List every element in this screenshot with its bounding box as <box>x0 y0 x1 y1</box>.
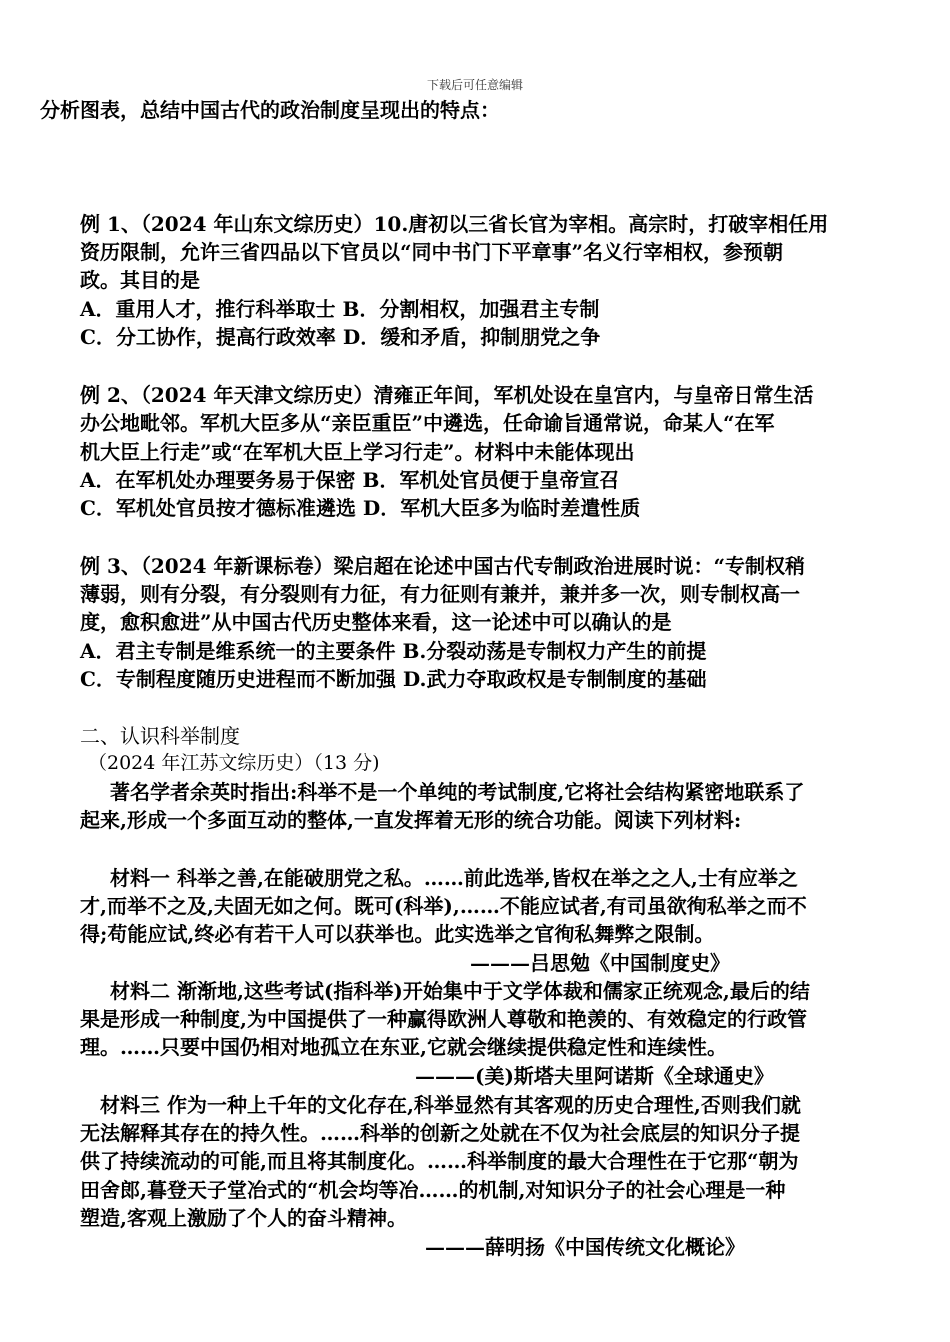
intro-question: 分析图表，总结中国古代的政治制度呈现出的特点： <box>40 98 500 122</box>
example-1-line: 资历限制，允许三省四品以下官员以“同中书门下平章事”名义行宰相权，参预朝 <box>80 240 784 264</box>
section-2-intro: 起来,形成一个多面互动的整体,一直发挥着无形的统合功能。阅读下列材料: <box>80 808 742 832</box>
material-2-line: 果是形成一种制度,为中国提供了一种赢得欧洲人尊敬和艳羡的、有效稳定的行政管 <box>80 1007 807 1031</box>
material-2-line: 材料二 渐渐地,这些考试(指科举)开始集中于文学体裁和儒家正统观念,最后的结 <box>110 979 810 1003</box>
material-1-line: 材料一 科举之善,在能破朋党之私。……前此选举,皆权在举之之人,士有应举之 <box>110 866 798 890</box>
example-1-option: A．重用人才，推行科举取士 B．分割相权，加强君主专制 <box>80 297 600 321</box>
page-header: 下载后可任意编辑 <box>426 78 523 92</box>
example-3-option: C．专制程度随历史进程而不断加强 D.武力夺取政权是专制制度的基础 <box>80 667 707 691</box>
material-3-line: 田舍郎,暮登天子堂冶式的“机会均等冶……的机制,对知识分子的社会心理是一种 <box>80 1178 786 1202</box>
example-3-option: A．君主专制是维系统一的主要条件 B.分裂动荡是专制权力产生的前提 <box>80 639 707 663</box>
example-1-option: C．分工协作，提高行政效率 D．缓和矛盾，抑制朋党之争 <box>80 325 601 349</box>
material-2-citation: ———(美)斯塔夫里阿诺斯《全球通史》 <box>415 1064 774 1088</box>
section-2-intro: 著名学者余英时指出:科举不是一个单纯的考试制度,它将社会结构紧密地联系了 <box>110 780 805 804</box>
material-3-citation: ———薛明扬《中国传统文化概论》 <box>425 1235 745 1259</box>
example-2-line: 办公地毗邻。军机大臣多从“亲臣重臣”中遴选，任命谕旨通常说，命某人“在军 <box>80 411 775 435</box>
section-2-title: 二、认识科举制度 <box>80 724 240 748</box>
material-3-line: 供了持续流动的可能,而且将其制度化。……科举制度的最大合理性在于它那“朝为 <box>80 1149 799 1173</box>
example-3-line: 例 3、（2024 年新课标卷）梁启超在论述中国古代专制政治进展时说：“专制权稍 <box>80 554 806 578</box>
example-2-option: C．军机处官员按才德标准遴选 D．军机大臣多为临时差遣性质 <box>80 496 641 520</box>
example-2-line: 例 2、（2024 年天津文综历史）清雍正年间，军机处设在皇宫内，与皇帝日常生活 <box>80 383 814 407</box>
material-3-line: 无法解释其存在的持久性。……科举的创新之处就在不仅为社会底层的知识分子提 <box>80 1121 800 1145</box>
section-2-source: （2024 年江苏文综历史）（13 分) <box>88 752 380 774</box>
example-3-line: 度，愈积愈进”从中国古代历史整体来看，这一论述中可以确认的是 <box>80 610 672 634</box>
example-2-line: 机大臣上行走”或“在军机大臣上学习行走”。材料中未能体现出 <box>80 440 635 464</box>
material-3-line: 塑造,客观上激励了个人的奋斗精神。 <box>80 1206 407 1230</box>
material-3-line: 材料三 作为一种上千年的文化存在,科举显然有其客观的历史合理性,否则我们就 <box>100 1093 801 1117</box>
example-3-line: 薄弱，则有分裂，有分裂则有力征，有力征则有兼并，兼并多一次，则专制权高一 <box>80 582 800 606</box>
material-1-line: 得;苟能应试,终必有若干人可以获举也。此实选举之官徇私舞弊之限制。 <box>80 922 715 946</box>
material-2-line: 理。……只要中国仍相对地孤立在东亚,它就会继续提供稳定性和连续性。 <box>80 1035 727 1059</box>
material-1-citation: ———吕思勉《中国制度史》 <box>470 951 730 975</box>
example-1-line: 政。其目的是 <box>80 268 200 292</box>
example-1-line: 例 1、（2024 年山东文综历史）10.唐初以三省长官为宰相。高宗时，打破宰相任用 <box>80 212 829 236</box>
example-2-option: A．在军机处办理要务易于保密 B．军机处官员便于皇帝宣召 <box>80 468 620 492</box>
material-1-line: 才,而举不之及,夫固无如之何。既可(科举),……不能应试者,有司虽欲徇私举之而不 <box>80 894 807 918</box>
